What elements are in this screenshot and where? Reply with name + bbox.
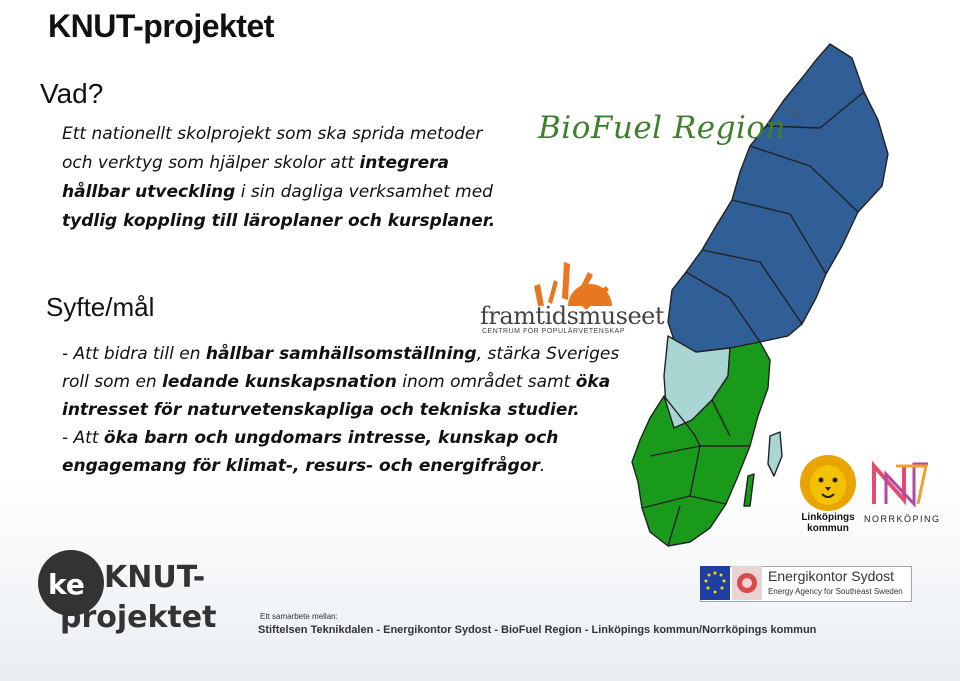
knut-logo-line1: KNUT- (104, 560, 206, 595)
collaboration-partners: Stiftelsen Teknikdalen - Energikontor Sydost - BioFuel Region - Linköpings kommun/Norrköpings kommun (258, 624, 817, 636)
energikontor-title: Energikontor Sydost (768, 568, 895, 584)
map-oland (744, 474, 754, 506)
goal2-text-c: . (539, 456, 546, 476)
vad-heading: Vad? (40, 78, 104, 109)
goals-paragraph (62, 340, 622, 480)
biofuel-tm: TM (786, 110, 803, 120)
norrkoping-logo-icon (866, 460, 936, 508)
goal1-bold-b: hållbar samhällsomställning (205, 344, 477, 364)
page-title: KNUT-projektet (48, 8, 274, 44)
energikontor-subtitle: Energy Agency for Southeast Sweden (768, 587, 903, 596)
goal1-bold-f: öka intresset för naturvetenskapliga och tekniska studier. (62, 372, 611, 420)
map-region-north (668, 44, 888, 352)
goal2-text-a: - Att (62, 428, 104, 448)
linkoping-kommun-label: Linköpings kommun (801, 512, 855, 534)
collaboration-label: Ett samarbete mellan: (260, 612, 338, 621)
goal2-bold-b: öka barn och ungdomars intresse, kunskap och engagemang för klimat-, resurs- och energifrågor (62, 428, 559, 476)
framtidsmuseet-subtitle: CENTRUM FÖR POPULÄRVETENSKAP (482, 328, 626, 335)
goal1-text-c: , stärka Sveriges roll som en (62, 344, 620, 392)
goal1-text-a: - Att bidra till en (62, 344, 206, 364)
energikontor-circle-icon (732, 566, 762, 600)
intro-text-2: i sin dagliga verksamhet med (235, 182, 493, 202)
intro-bold-1: integrera hållbar utveckling (62, 153, 450, 202)
intro-text-1: Ett nationellt skolprojekt som ska sprida metoder och verktyg som hjälper skolor att (62, 124, 483, 173)
linkoping-lion-icon (796, 452, 860, 514)
biofuel-region-logo (538, 110, 802, 146)
knut-logo-line2: projektet (60, 600, 217, 635)
map-gotland (768, 432, 782, 476)
intro-bold-2: tydlig koppling till läroplaner och kursplaner. (62, 211, 496, 231)
intro-paragraph (62, 120, 502, 236)
framtidsmuseet-logo-text: framtidsmuseet (480, 302, 665, 330)
goal1-bold-d: ledande kunskapsnation (162, 372, 397, 392)
eu-stars-icon (700, 566, 730, 600)
svg-text:ke: ke (48, 568, 85, 601)
goal1-text-e: inom området samt (396, 372, 576, 392)
biofuel-logo-text: BioFuel Region (538, 110, 787, 146)
norrkoping-label: NORRKÖPING (864, 514, 941, 524)
syfte-heading: Syfte/mål (46, 292, 155, 322)
